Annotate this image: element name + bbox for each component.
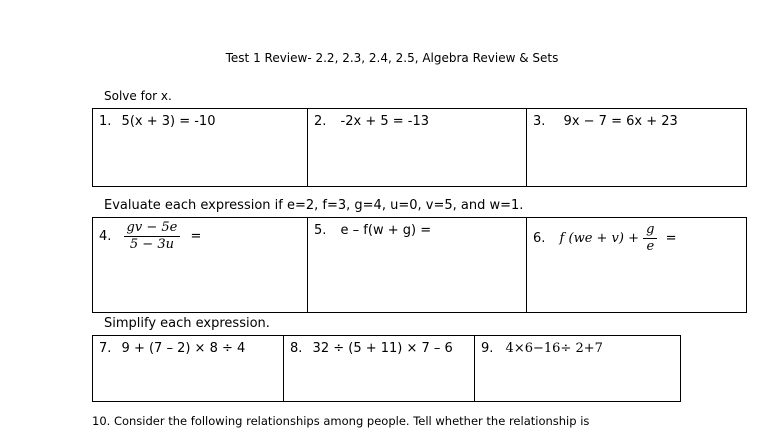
problem-6: [533, 223, 677, 254]
simplify-problems-table: [92, 335, 681, 402]
problem-number: 10.: [92, 414, 111, 428]
problem-2: [314, 114, 429, 129]
table-divider: [474, 336, 475, 401]
problem-number: 2.: [314, 114, 327, 129]
problem-4: [99, 221, 201, 252]
solve-problems-table: [92, 108, 747, 187]
problem-expression: e – f(w + g) =: [340, 223, 432, 238]
table-divider: [283, 336, 284, 401]
problem-number: 1.: [99, 114, 112, 129]
problem-number: 3.: [533, 114, 546, 129]
fraction-numerator: g: [643, 223, 657, 239]
question-text: Consider the following relationships among people. Tell whether the relationship is: [113, 414, 590, 428]
question-10: [92, 414, 589, 428]
problem-expression: -2x + 5 = -13: [340, 114, 430, 129]
problem-9: [481, 341, 603, 356]
problem-3: [533, 114, 678, 129]
problem-number: 4.: [99, 229, 112, 244]
fraction-numerator: gv − 5e: [124, 221, 181, 237]
problem-1: [99, 114, 215, 129]
problem-expression: 9x − 7 = 6x + 23: [563, 114, 678, 129]
problem-number: 9.: [481, 341, 494, 356]
problem-expression: 32 ÷ (5 + 11) × 7 – 6: [312, 341, 453, 356]
fraction-denominator: 5 − 3u: [129, 237, 174, 252]
problem-expression: 5(x + 3) = -10: [121, 114, 216, 129]
problem-8: [290, 341, 453, 356]
problem-7: [99, 341, 245, 356]
equals-sign: =: [665, 231, 677, 246]
fraction: [643, 223, 657, 254]
page-title: Test 1 Review- 2.2, 2.3, 2.4, 2.5, Algebra Review & Sets: [225, 51, 559, 65]
problem-5: [314, 223, 431, 238]
table-divider: [307, 218, 308, 312]
equals-sign: =: [190, 229, 202, 244]
table-divider: [526, 109, 527, 186]
table-divider: [526, 218, 527, 312]
problem-number: 5.: [314, 223, 327, 238]
problem-expression: f (we + v) +: [559, 231, 639, 246]
evaluate-instruction: Evaluate each expression if e=2, f=3, g=4, u=0, v=5, and w=1.: [104, 198, 524, 213]
fraction-denominator: e: [646, 239, 655, 254]
problem-number: 6.: [533, 231, 546, 246]
table-divider: [307, 109, 308, 186]
problem-expression: 9 + (7 – 2) × 8 ÷ 4: [121, 341, 246, 356]
simplify-instruction: Simplify each expression.: [104, 316, 270, 331]
problem-number: 7.: [99, 341, 112, 356]
fraction: [124, 221, 181, 252]
solve-instruction: Solve for x.: [104, 89, 172, 103]
problem-number: 8.: [290, 341, 303, 356]
evaluate-problems-table: [92, 217, 747, 313]
problem-expression: 4×6−16÷ 2+7: [505, 341, 603, 356]
